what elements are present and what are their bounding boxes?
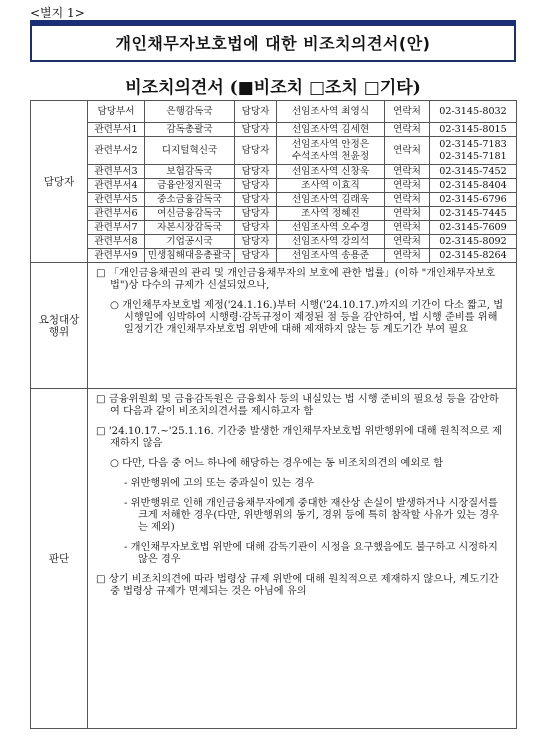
contact-dept: 자본시장감독국 [145, 221, 235, 235]
judgment-label: 판단 [31, 389, 88, 729]
request-paragraph: □ 「개인금융채권의 관리 및 개인금융채무자의 보호에 관한 법률」(이하 "개인채무자보호법")상 다수의 규제가 신설되었으나, [96, 268, 496, 291]
contact-role: 관련부서6 [88, 207, 145, 221]
request-content [88, 263, 517, 389]
judgment-paragraph: - 개인채무자보호법 위반에 대해 감독기관이 시정을 요구했음에도 불구하고 시정하지 않은 경우 [124, 542, 498, 565]
contact-role: 관련부서1 [88, 123, 145, 137]
judgment-row [31, 389, 517, 729]
contact-tel-label: 연락처 [385, 249, 430, 263]
contact-row [31, 165, 517, 179]
contact-position: 담당자 [235, 207, 277, 221]
contact-role: 관련부서4 [88, 179, 145, 193]
contact-position: 담당자 [235, 165, 277, 179]
contact-role: 관련부서5 [88, 193, 145, 207]
contact-row [31, 249, 517, 263]
judgment-paragraph: - 위반행위에 고의 또는 중과실이 있는 경우 [124, 478, 315, 489]
contact-tel-label: 연락처 [385, 165, 430, 179]
contact-position: 담당자 [235, 249, 277, 263]
contact-person: 선임조사역 김래욱 [277, 193, 385, 207]
contact-role: 관련부서9 [88, 249, 145, 263]
document-title: 개인채무자보호법에 대한 비조치의견서(안) [115, 34, 431, 53]
contact-tel: 02-3145-8032 [430, 101, 517, 123]
contact-row [31, 101, 517, 123]
contact-dept: 기업공시국 [145, 235, 235, 249]
contact-person: 선임조사역 안정은 수석조사역 천윤정 [277, 137, 385, 165]
contact-tel: 02-3145-8264 [430, 249, 517, 263]
contact-tel: 02-3145-8015 [430, 123, 517, 137]
judgment-paragraph: □ 상기 비조치의견에 따라 법령상 규제 위반에 대해 원칙적으로 제재하지 않으나, 계도기간 중 법령상 규제가 면제되는 것은 아님에 유의 [96, 574, 499, 597]
contact-row [31, 235, 517, 249]
request-label: 요청대상 행위 [31, 263, 88, 389]
annex-label: <별지 1> [30, 6, 85, 20]
contact-person: 선임조사역 송용준 [277, 249, 385, 263]
contact-person: 선임조사역 강의석 [277, 235, 385, 249]
contact-row [31, 123, 517, 137]
contact-position: 담당자 [235, 179, 277, 193]
contact-tel-label: 연락처 [385, 137, 430, 165]
contact-person: 조사역 이효직 [277, 179, 385, 193]
title-band [32, 22, 514, 26]
contact-position: 담당자 [235, 123, 277, 137]
contact-tel-label: 연락처 [385, 123, 430, 137]
judgment-paragraph: ○ 다만, 다음 중 어느 하나에 해당하는 경우에는 동 비조치의견의 예외로 함 [110, 458, 444, 469]
contact-tel-label: 연락처 [385, 179, 430, 193]
judgment-paragraph: □ 금융위원회 및 금융감독원은 금융회사 등의 내실있는 법 시행 준비의 필요성 등을 감안하여 다음과 같이 비조치의견서를 제시하고자 함 [96, 394, 499, 417]
contact-tel-label: 연락처 [385, 221, 430, 235]
judgment-content [88, 389, 517, 729]
contact-position: 담당자 [235, 221, 277, 235]
contact-role: 관련부서2 [88, 137, 145, 165]
contact-role: 관련부서8 [88, 235, 145, 249]
contact-tel: 02-3145-8092 [430, 235, 517, 249]
contact-tel: 02-3145-7609 [430, 221, 517, 235]
contact-tel: 02-3145-7183 02-3145-7181 [430, 137, 517, 165]
contact-tel: 02-3145-7445 [430, 207, 517, 221]
contact-dept: 중소금융감독국 [145, 193, 235, 207]
opinion-table [30, 100, 517, 729]
contact-dept: 여신금융감독국 [145, 207, 235, 221]
contact-dept: 민생침해대응총괄국 [145, 249, 235, 263]
contact-tel: 02-3145-8404 [430, 179, 517, 193]
contact-dept: 은행감독국 [145, 101, 235, 123]
contact-dept: 금융안정지원국 [145, 179, 235, 193]
contact-tel-label: 연락처 [385, 207, 430, 221]
contact-tel-label: 연락처 [385, 235, 430, 249]
contact-position: 담당자 [235, 101, 277, 123]
contact-row [31, 179, 517, 193]
contact-tel: 02-3145-6796 [430, 193, 517, 207]
contact-person: 선임조사역 최영식 [277, 101, 385, 123]
contact-position: 담당자 [235, 235, 277, 249]
contact-person: 선임조사역 신창욱 [277, 165, 385, 179]
contact-position: 담당자 [235, 137, 277, 165]
contact-person: 선임조사역 김세현 [277, 123, 385, 137]
contact-role: 관련부서7 [88, 221, 145, 235]
contact-row [31, 193, 517, 207]
request-row [31, 263, 517, 389]
contact-tel: 02-3145-7452 [430, 165, 517, 179]
contact-row [31, 207, 517, 221]
contact-role: 담당부서 [88, 101, 145, 123]
contact-dept: 보험감독국 [145, 165, 235, 179]
contact-section-label: 담당자 [31, 101, 88, 263]
contact-row [31, 137, 517, 165]
contact-dept: 디지털혁신국 [145, 137, 235, 165]
contact-position: 담당자 [235, 193, 277, 207]
title-box [30, 20, 516, 62]
request-paragraph: ○ 개인채무자보호법 제정('24.1.16.)부터 시행('24.10.17.)까지의 기간이 다소 짧고, 법 시행일에 임박하여 시행령·감독규정이 제정된 점 등을 감안하여, 법 시행 준비를 위해 일정기간 개인채무자보호법 위반에 대해 제재하지 않는 등 계도기간 부여 필요 [110, 300, 504, 335]
contact-person: 선임조사역 오수경 [277, 221, 385, 235]
contact-person: 조사역 정혜진 [277, 207, 385, 221]
contact-role: 관련부서3 [88, 165, 145, 179]
contact-row [31, 221, 517, 235]
contact-tel-label: 연락처 [385, 193, 430, 207]
judgment-paragraph: □ '24.10.17.~'25.1.16. 기간중 발생한 개인채무자보호법 위반행위에 대해 원칙적으로 제재하지 않음 [96, 426, 503, 449]
document-subtitle: 비조치의견서 (■비조치 □조치 □기타) [125, 78, 421, 98]
contact-tel-label: 연락처 [385, 101, 430, 123]
contact-dept: 감독총괄국 [145, 123, 235, 137]
judgment-paragraph: - 위반행위로 인해 개인금융채무자에게 중대한 재산상 손실이 발생하거나 시장질서를 크게 저해한 경우(다만, 위반행위의 동기, 경위 등에 특히 참작할 사유가 있는 경우는 제외) [124, 498, 499, 533]
